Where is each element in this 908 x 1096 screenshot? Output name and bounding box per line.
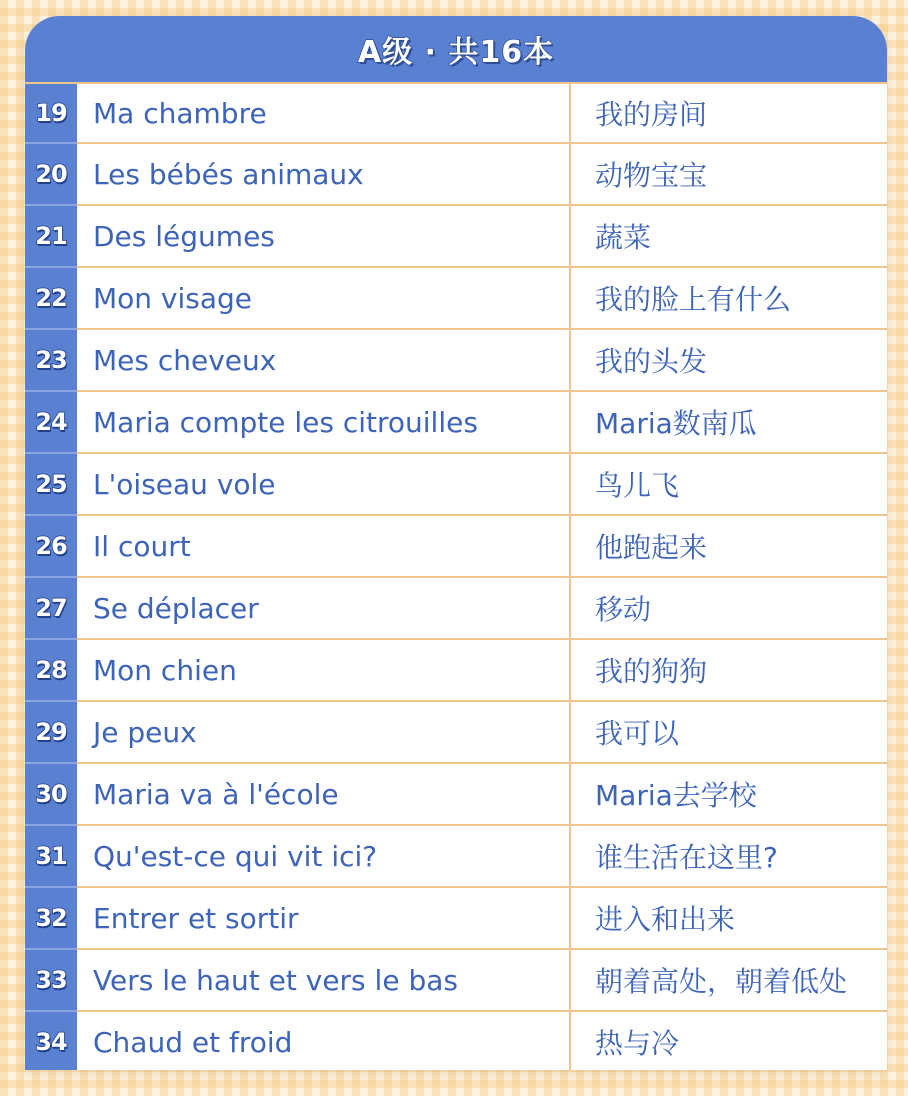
chinese-title: Maria去学校 [595,779,757,812]
french-title: Mon visage [93,281,253,315]
row-number-cell [25,826,77,888]
chinese-title-cell [571,330,887,390]
row-number-cell [25,516,77,578]
french-title-cell [77,888,571,948]
chinese-title-cell [571,764,887,824]
row-number-cell [25,268,77,330]
chinese-title: 我的狗狗 [595,655,708,688]
row-number: 27 [35,594,67,622]
french-title: Ma chambre [93,96,267,130]
chinese-title: 动物宝宝 [595,159,708,192]
french-title: Je peux [93,715,197,749]
table-row [25,1012,887,1070]
chinese-title-cell [571,392,887,452]
table-row [25,702,887,764]
chinese-title-cell [571,268,887,328]
level-title: A级 · 共16本 [357,35,555,70]
french-title: L'oiseau vole [93,467,276,501]
french-title: Se déplacer [93,591,259,625]
french-title-cell [77,144,571,204]
row-number: 30 [35,780,67,808]
chinese-title: 移动 [595,593,652,626]
chinese-title: 他跑起来 [595,531,708,564]
row-number-cell [25,206,77,268]
chinese-title: 我的头发 [595,345,708,378]
french-title: Mes cheveux [93,343,277,377]
chinese-title: 朝着高处，朝着低处 [595,965,848,998]
french-title-cell [77,516,571,576]
chinese-title: 谁生活在这里? [595,841,778,874]
french-title-cell [77,392,571,452]
chinese-title-cell [571,888,887,948]
chinese-title: 鸟儿飞 [595,469,680,502]
french-title: Il court [93,529,191,563]
chinese-title-cell [571,640,887,700]
row-number: 19 [35,99,67,127]
table-row [25,640,887,702]
row-number: 31 [35,842,67,870]
table-row [25,454,887,516]
table-row [25,950,887,1012]
row-number-cell [25,330,77,392]
chinese-title: 我可以 [595,717,680,750]
table-row [25,578,887,640]
french-title: Chaud et froid [93,1025,293,1059]
table-row [25,764,887,826]
table-row [25,144,887,206]
chinese-title: 我的房间 [595,98,708,131]
chinese-title-cell [571,454,887,514]
row-number: 20 [35,160,67,188]
table-row [25,888,887,950]
row-number: 33 [35,966,67,994]
chinese-title-cell [571,578,887,638]
french-title: Maria compte les citrouilles [93,405,478,439]
table-row [25,826,887,888]
row-number: 34 [35,1028,67,1056]
row-number-cell [25,84,77,144]
book-list-card [25,16,887,1070]
french-title-cell [77,764,571,824]
french-title-cell [77,268,571,328]
french-title-cell [77,206,571,266]
row-number: 32 [35,904,67,932]
french-title-cell [77,826,571,886]
table-row [25,82,887,144]
french-title-cell [77,454,571,514]
french-title: Mon chien [93,653,237,687]
french-title-cell [77,330,571,390]
row-number-cell [25,392,77,454]
row-number: 24 [35,408,67,436]
french-title: Vers le haut et vers le bas [93,963,458,997]
level-header [25,16,887,82]
table-row [25,268,887,330]
table-row [25,516,887,578]
french-title-cell [77,578,571,638]
row-number: 23 [35,346,67,374]
row-number-cell [25,950,77,1012]
chinese-title: 蔬菜 [595,221,652,254]
chinese-title-cell [571,702,887,762]
table-row [25,206,887,268]
french-title: Les bébés animaux [93,157,364,191]
french-title: Entrer et sortir [93,901,299,935]
french-title: Des légumes [93,219,275,253]
row-number-cell [25,640,77,702]
chinese-title-cell [571,144,887,204]
row-number: 29 [35,718,67,746]
chinese-title: 热与冷 [595,1027,680,1060]
chinese-title-cell [571,206,887,266]
french-title-cell [77,950,571,1010]
row-number: 22 [35,284,67,312]
chinese-title-cell [571,826,887,886]
chinese-title: Maria数南瓜 [595,407,757,440]
row-number-cell [25,454,77,516]
french-title-cell [77,84,571,142]
table-row [25,330,887,392]
row-number: 21 [35,222,67,250]
french-title-cell [77,1012,571,1070]
chinese-title-cell [571,950,887,1010]
row-number: 26 [35,532,67,560]
french-title: Maria va à l'école [93,777,339,811]
row-number-cell [25,578,77,640]
table-row [25,392,887,454]
chinese-title-cell [571,516,887,576]
chinese-title-cell [571,1012,887,1070]
row-number: 25 [35,470,67,498]
row-number: 28 [35,656,67,684]
french-title-cell [77,640,571,700]
chinese-title-cell [571,84,887,142]
row-number-cell [25,702,77,764]
chinese-title: 进入和出来 [595,903,736,936]
book-table [25,82,887,1070]
row-number-cell [25,888,77,950]
row-number-cell [25,764,77,826]
row-number-cell [25,144,77,206]
french-title-cell [77,702,571,762]
chinese-title: 我的脸上有什么 [595,283,792,316]
french-title: Qu'est-ce qui vit ici? [93,839,378,873]
row-number-cell [25,1012,77,1070]
